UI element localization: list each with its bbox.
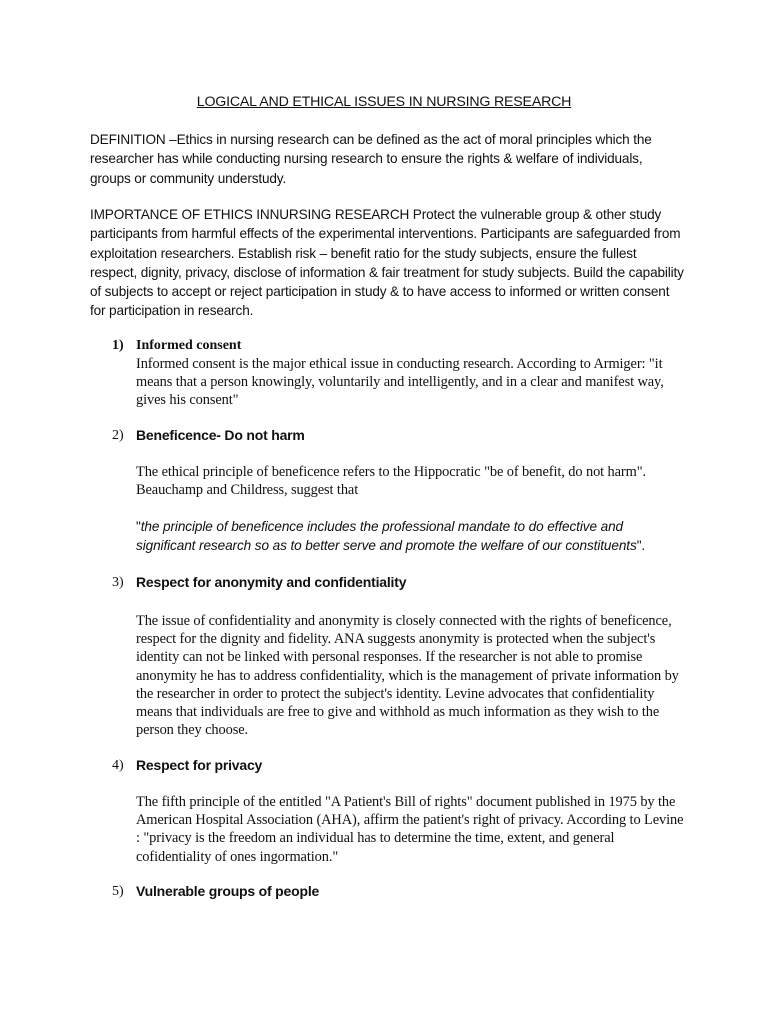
section-5-heading: Vulnerable groups of people (136, 883, 320, 899)
importance-paragraph: IMPORTANCE OF ETHICS INNURSING RESEARCH Protect the vulnerable group & other study participants from harmful effects of the experimental interventions. Participants are safeguarded from exploitation researchers. Establish risk – benefit ratio for the study subjects, ensure the fullest respect, dignity, privacy, disclose of information & fair treatment for study subjects. Build the capability of subjects to accept or reject participation in study & to have access to informed or written consent for participation in research. (90, 207, 684, 319)
section-1-number: 1) (112, 338, 124, 353)
section-2-body: The ethical principle of beneficence refers to the Hippocratic "be of benefit, do not harm". Beauchamp and Childress, suggest that (136, 464, 646, 499)
section-5-number: 5) (112, 884, 124, 899)
beneficence-quote-text: the principle of beneficence includes the professional mandate to do effective and significant research so as to better serve and promote the welfare of our constituents (136, 519, 637, 554)
section-2-quote (136, 517, 684, 556)
definition-paragraph: DEFINITION –Ethics in nursing research can be defined as the act of moral principles which the researcher has while conducting nursing research to ensure the rights & welfare of individuals, groups or community understudy. (90, 132, 652, 186)
document-title: LOGICAL AND ETHICAL ISSUES IN NURSING RESEARCH (196, 94, 572, 110)
section-3-heading: Respect for anonymity and confidentiality (136, 574, 407, 590)
section-1-body: Informed consent is the major ethical issue in conducting research. According to Armiger: "it means that a person knowingly, voluntarily and intelligently, and in a clear and manifest way, gives his consent" (136, 356, 664, 409)
section-4-body: The fifth principle of the entitled "A Patient's Bill of rights" document published in 1975 by the American Hospital Association (AHA), affirm the patient's right of privacy. According to Levine : "privacy is the freedom an individual has to determine the time, extent, and general cofidentiality of ones ingormation." (136, 794, 684, 865)
section-4-number: 4) (112, 758, 124, 773)
quote-close-mark: ". (636, 538, 646, 554)
section-3-number: 3) (112, 575, 124, 590)
quote-open-mark: " (136, 519, 141, 534)
section-1-heading: Informed consent (136, 338, 242, 353)
section-2-number: 2) (112, 428, 124, 443)
section-3-body: The issue of confidentiality and anonymity is closely connected with the rights of beneficence, respect for the dignity and fidelity. ANA suggests anonymity is protected when the subject's identity can not be linked with personal responses. If the researcher is not able to promise anonymity he has to address confidentiality, which is the management of private information by the researcher in order to protect the subject's identity. Levine advocates that confidentiality means that individuals are free to give and withhold as much information as they wish to the person they choose. (136, 613, 679, 739)
section-2-heading: Beneficence- Do not harm (136, 427, 305, 443)
section-4-heading: Respect for privacy (136, 757, 263, 773)
